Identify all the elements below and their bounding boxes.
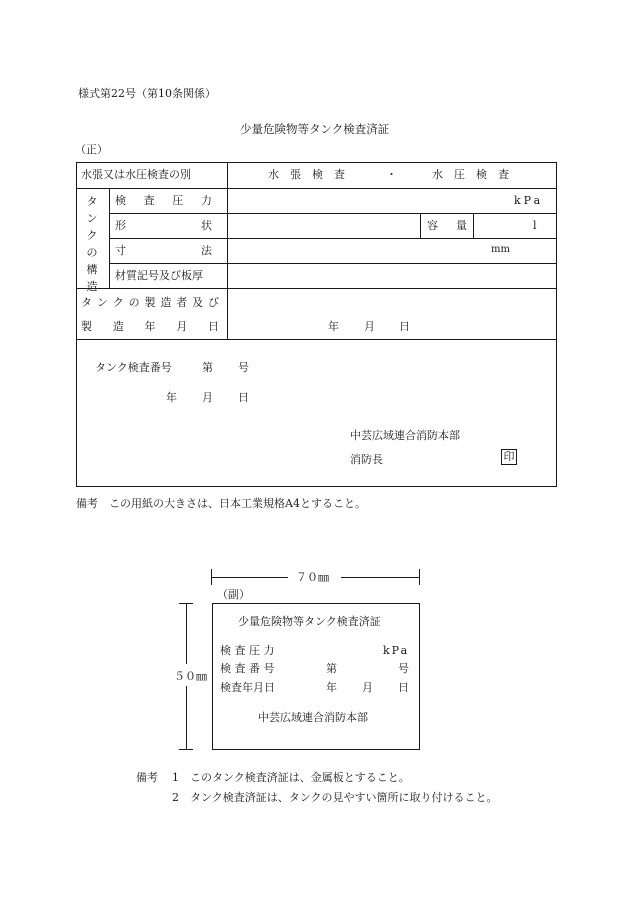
capacity-label: 容 量 [427,219,467,232]
plate-pressure-label: 検 査 圧 力 [220,644,275,657]
document-title: 少量危険物等タンク検査済証 [240,122,390,136]
dimension-label: 寸 法 [115,244,212,257]
height-guide-line-top [186,603,187,664]
shape-label: 形 状 [115,219,212,232]
note-2-text: タンク検査済証は、タンクの見やすい箇所に取り付けること。 [190,791,498,804]
width-guide-line-left [211,577,288,578]
maker-date-year: 年 [328,320,339,333]
plate-pressure-unit: kPa [383,644,410,657]
front-label: （正） [75,143,108,156]
inspection-number-go: 号 [238,361,249,374]
maker-date-month: 月 [364,320,375,333]
maker-label-line1: タ ン ク の 製 造 者 及 び [81,296,219,309]
plate-authority: 中芸広域連合消防本部 [258,711,368,724]
seal-mark: 印 [501,449,517,465]
height-dimension-label: ５０㎜ [174,670,207,683]
inspection-type-water-pressure: 水 圧 検 査 [432,168,509,181]
inspection-number-dai: 第 [202,361,213,374]
note-paper-size: 備考 この用紙の大きさは、日本工業規格A4とすること。 [76,497,366,510]
plate-date-label: 検査年月日 [220,681,275,694]
plate-copy-label: （副） [217,588,250,601]
dimension-unit: mm [491,244,510,255]
material-label: 材質記号及び板厚 [115,269,203,282]
inspection-type-label: 水張又は水圧検査の別 [81,168,191,181]
plate-number-label: 検 査 番 号 [220,662,275,675]
issue-date-day: 日 [238,391,249,404]
note-1-number: 1 [172,771,179,784]
issue-date-year: 年 [166,391,177,404]
pressure-label: 検 査 圧 力 [115,194,212,207]
pressure-unit: kPa [514,194,544,207]
inspection-number-label: タンク検査番号 [95,361,172,374]
notes-heading: 備考 [136,771,158,784]
form-number: 様式第22号（第10条関係） [78,87,216,100]
plate-date-year: 年 [326,681,337,694]
inspection-type-separator: ・ [386,168,397,181]
plate-number-go: 号 [398,662,409,675]
plate-number-dai: 第 [326,662,337,675]
width-dimension-label: ７０㎜ [296,571,329,584]
note-2-number: 2 [172,791,179,804]
width-guide-line-right [341,577,420,578]
capacity-unit: l [533,219,537,232]
structure-label-vertical: タ ン ク の 構 造 [86,195,98,294]
maker-label-line2: 製 造 年 月 日 [81,320,219,333]
height-guide-line-bottom [186,686,187,750]
plate-date-day: 日 [398,681,409,694]
plate-title: 少量危険物等タンク検査済証 [238,615,381,628]
inspection-type-water-fill: 水 張 検 査 [268,168,345,181]
chief-title: 消防長 [350,453,383,466]
issue-date-month: 月 [202,391,213,404]
plate-date-month: 月 [362,681,373,694]
authority-name: 中芸広域連合消防本部 [350,429,460,442]
maker-date-day: 日 [399,320,410,333]
note-1-text: このタンク検査済証は、金属板とすること。 [190,771,410,784]
